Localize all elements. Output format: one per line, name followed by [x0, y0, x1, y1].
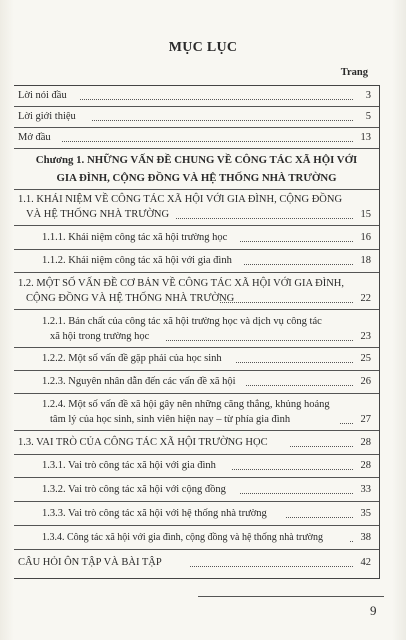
toc-entry-label: 1.3. VAI TRÒ CỦA CÔNG TÁC XÃ HỘI TRƯỜNG HỌC — [18, 437, 268, 448]
toc-entry-page: 33 — [360, 484, 371, 495]
leader-dots — [190, 566, 353, 567]
leader-dots — [232, 469, 353, 470]
toc-entry-label: Lời nói đầu — [18, 90, 67, 101]
leader-dots — [236, 362, 353, 363]
separator — [14, 249, 379, 250]
chapter-heading-line-1: Chương 1. NHỮNG VẤN ĐỀ CHUNG VỀ CÔNG TÁC XÃ HỘI VỚI — [35, 154, 358, 166]
toc-entry-label: Mở đầu — [18, 132, 51, 143]
toc-entry-label: 1.1. KHÁI NIỆM VỀ CÔNG TÁC XÃ HỘI VỚI GIA ĐÌNH, CỘNG ĐỒNG — [18, 194, 343, 205]
leader-dots — [340, 423, 353, 424]
toc-entry-label: 1.3.3. Vai trò công tác xã hội với hệ thống nhà trường — [42, 508, 267, 519]
leader-dots — [62, 141, 353, 142]
toc-entry-page: 3 — [365, 90, 371, 101]
leader-dots — [176, 218, 353, 219]
separator — [14, 454, 379, 455]
page-column-label: Trang — [340, 67, 368, 78]
toc-entry-label: 1.3.2. Vai trò công tác xã hội với cộng đồng — [42, 484, 226, 495]
footer-rule — [198, 596, 384, 597]
separator — [14, 225, 379, 226]
separator — [14, 272, 379, 273]
separator — [14, 501, 379, 502]
leader-dots — [240, 241, 353, 242]
leader-dots — [244, 264, 353, 265]
page-title: MỤC LỤC — [168, 40, 238, 55]
separator — [14, 393, 379, 394]
toc-entry-label: 1.1.2. Khái niệm công tác xã hội với gia đình — [42, 255, 232, 266]
toc-entry-label: 1.3.1. Vai trò công tác xã hội với gia đình — [42, 460, 216, 471]
toc-entry-label: 1.2.1. Bản chất của công tác xã hội trường học và dịch vụ công tác — [42, 316, 322, 327]
leader-dots — [220, 302, 353, 303]
separator — [14, 106, 379, 107]
toc-entry-label: 1.2. MỘT SỐ VẤN ĐỀ CƠ BẢN VỀ CÔNG TÁC XÃ HỘI VỚI GIA ĐÌNH, — [18, 278, 344, 289]
separator — [14, 430, 379, 431]
leader-dots — [290, 446, 353, 447]
toc-entry-page: 18 — [360, 255, 371, 266]
separator — [14, 127, 379, 128]
toc-entry-page: 15 — [360, 209, 371, 220]
toc-entry-page: 27 — [360, 414, 371, 425]
toc-entry-label: VÀ HỆ THỐNG NHÀ TRƯỜNG — [26, 209, 170, 220]
leader-dots — [246, 385, 353, 386]
toc-entry-label: 1.2.4. Một số vấn đề xã hội gây nên những căng thẳng, khủng hoảng — [42, 399, 330, 410]
page-number: 9 — [370, 603, 377, 618]
separator — [14, 370, 379, 371]
separator — [14, 477, 379, 478]
separator — [14, 148, 379, 149]
toc-entry-page: 28 — [360, 460, 371, 471]
toc-entry-label: 1.1.1. Khái niệm công tác xã hội trường học — [42, 232, 228, 243]
toc-entry-page: 28 — [360, 437, 371, 448]
leader-dots — [240, 493, 353, 494]
toc-entry-page: 26 — [360, 376, 371, 387]
toc-entry-label: CỘNG ĐỒNG VÀ HỆ THỐNG NHÀ TRƯỜNG — [26, 293, 235, 304]
toc-frame — [14, 85, 380, 579]
leader-dots — [350, 541, 353, 542]
toc-entry-page: 35 — [360, 508, 371, 519]
toc-entry-page: 22 — [360, 293, 371, 304]
leader-dots — [80, 99, 353, 100]
separator — [14, 347, 379, 348]
separator — [14, 309, 379, 310]
toc-entry-page: 23 — [360, 331, 371, 342]
toc-entry-label: CÂU HỎI ÔN TẬP VÀ BÀI TẬP — [18, 557, 162, 568]
toc-entry-page: 42 — [360, 557, 371, 568]
toc-entry-page: 25 — [360, 353, 371, 364]
toc-entry-label: 1.2.3. Nguyên nhân dẫn đến các vấn đề xã hội — [42, 376, 236, 387]
toc-entry-label: 1.3.4. Công tác xã hội với gia đình, cộng đồng và hệ thống nhà trường — [42, 532, 323, 543]
separator — [14, 549, 379, 550]
toc-entry-page: 5 — [365, 111, 371, 122]
toc-entry-page: 13 — [360, 132, 371, 143]
toc-entry-page: 38 — [360, 532, 371, 543]
leader-dots — [286, 517, 353, 518]
separator — [14, 525, 379, 526]
chapter-heading-line-2: GIA ĐÌNH, CỘNG ĐỒNG VÀ HỆ THỐNG NHÀ TRƯỜNG — [56, 172, 337, 184]
toc-entry-label: tâm lý của học sinh, sinh viên hiện nay – từ phía gia đình — [50, 414, 291, 425]
toc-entry-label: Lời giới thiệu — [18, 111, 76, 122]
separator — [14, 189, 379, 190]
toc-entry-label: 1.2.2. Một số vấn đề gặp phải của học sinh — [42, 353, 222, 364]
toc-entry-page: 16 — [360, 232, 371, 243]
leader-dots — [166, 340, 353, 341]
toc-entry-label: xã hội trong trường học — [50, 331, 150, 342]
leader-dots — [92, 120, 353, 121]
